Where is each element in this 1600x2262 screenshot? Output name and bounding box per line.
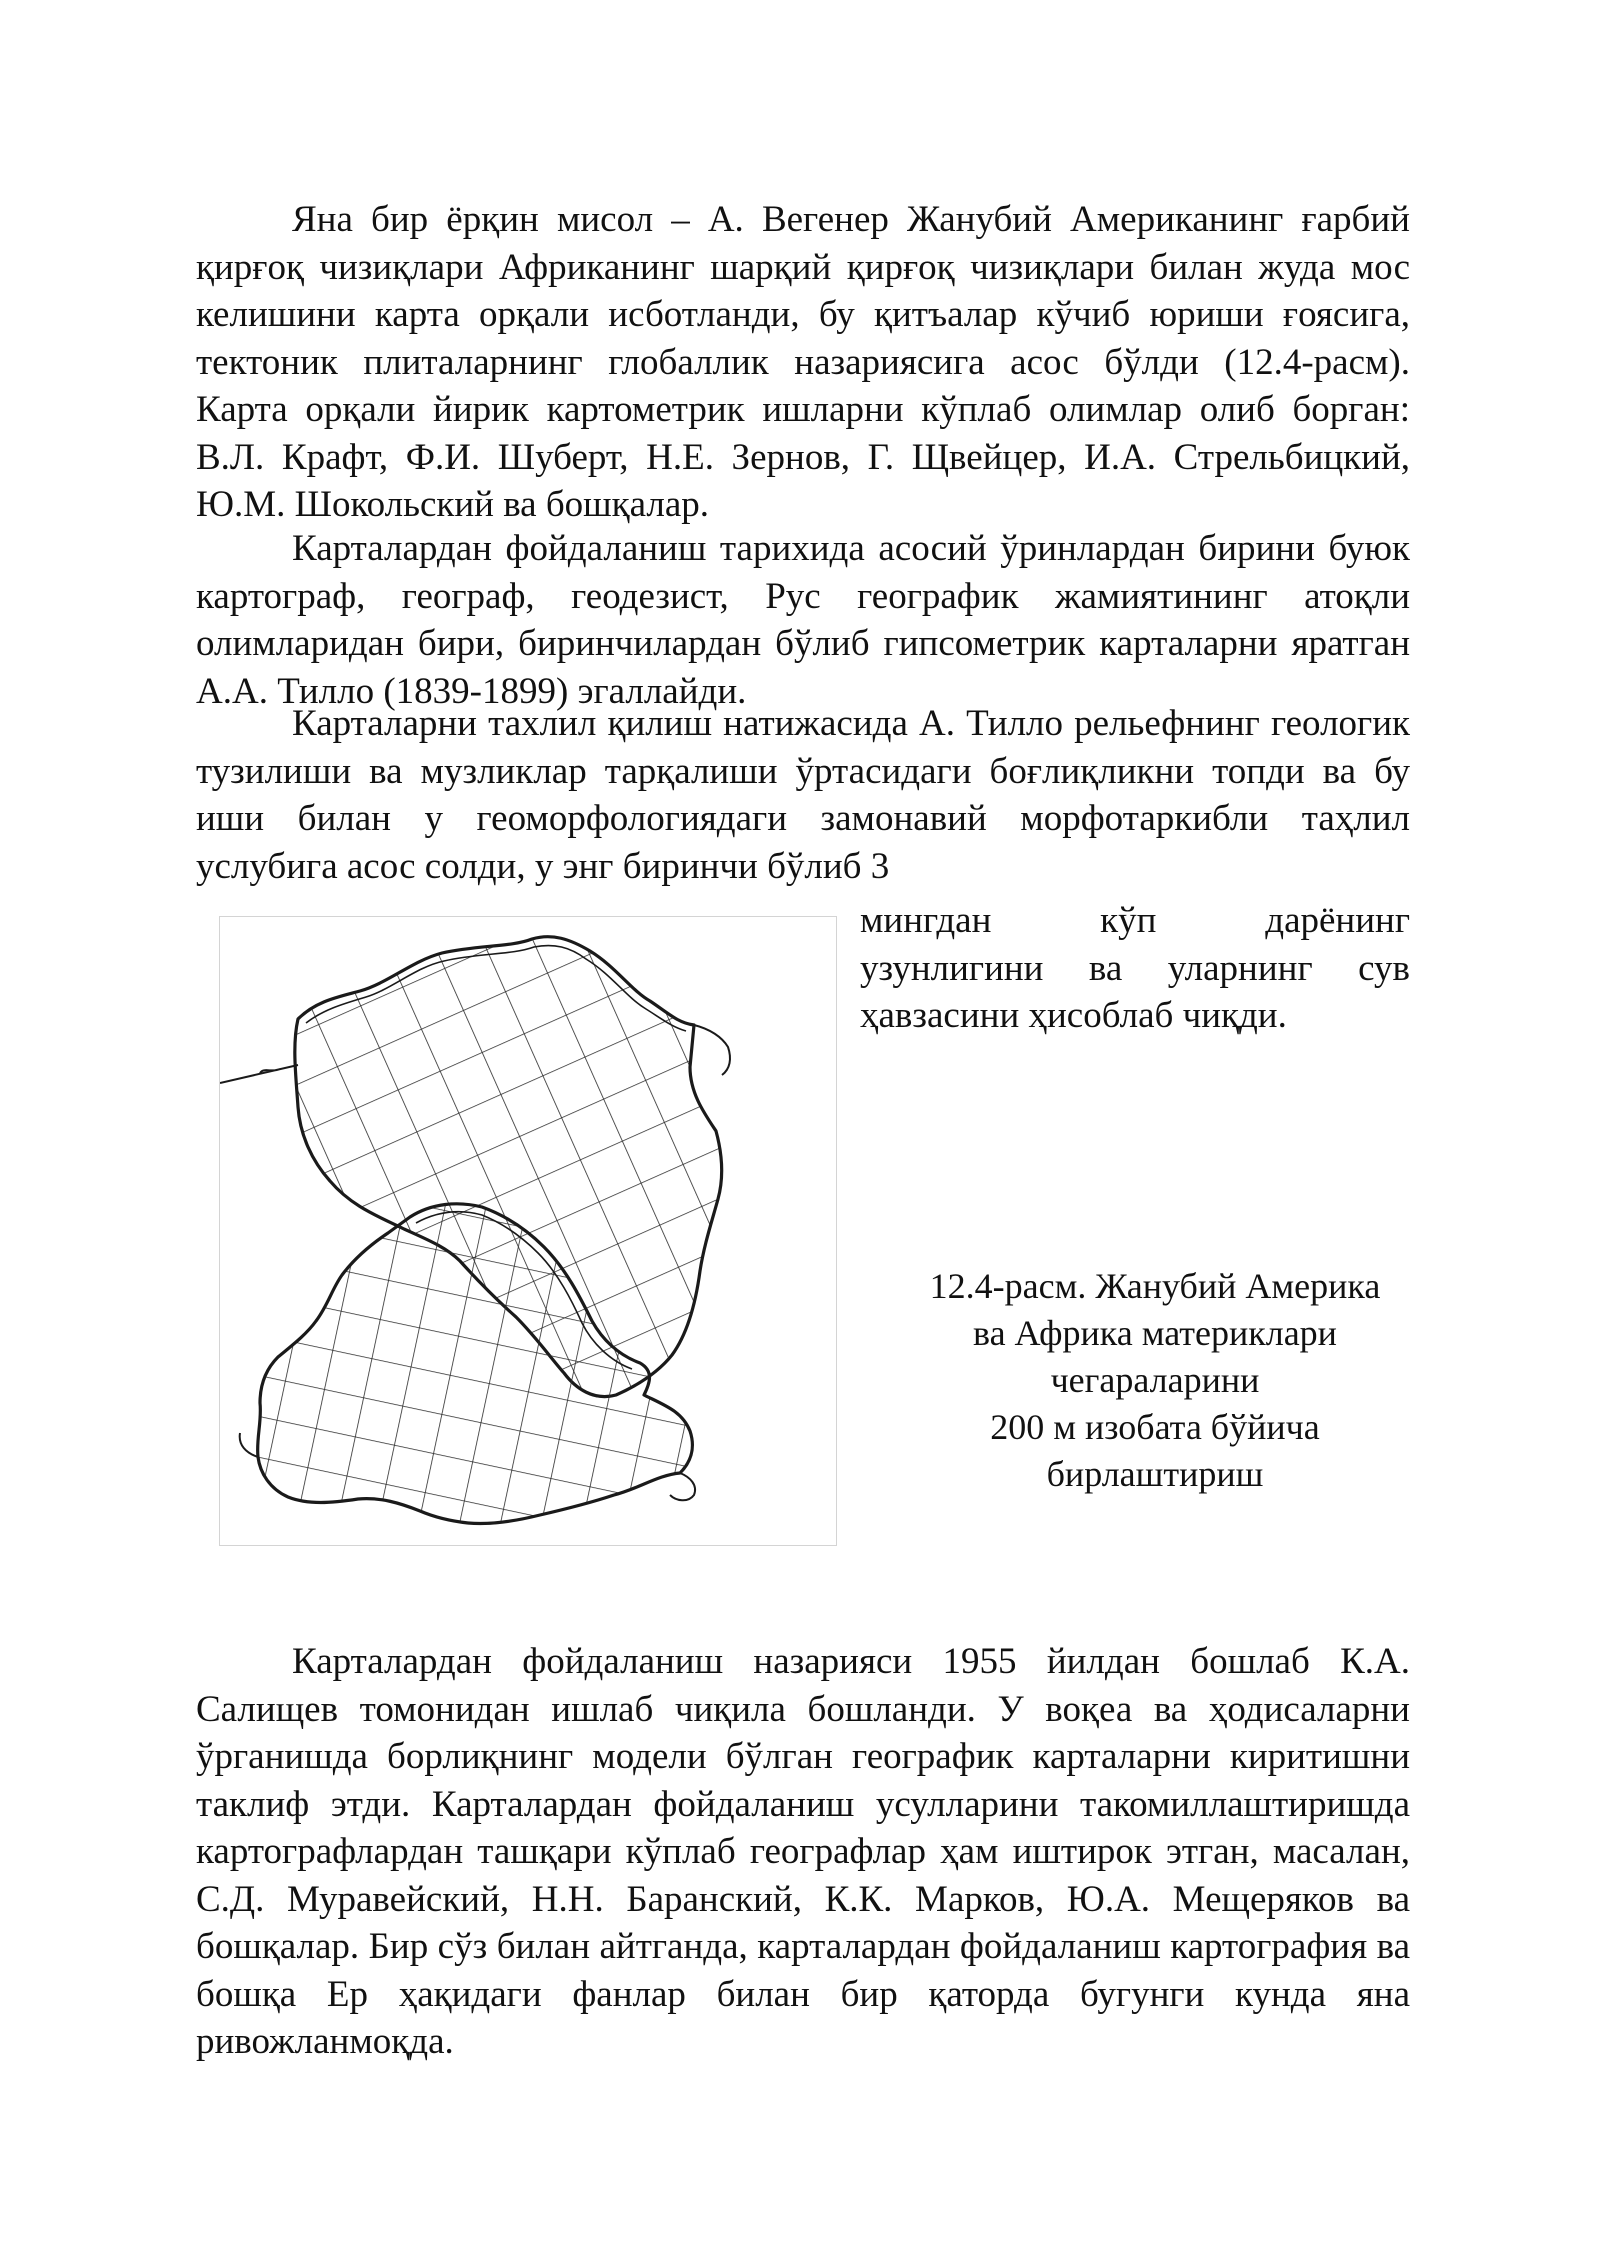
paragraph-continued-line: узунлигини ва уларнинг сув xyxy=(860,947,1410,989)
paragraph-tillo-analysis-continued xyxy=(860,897,1410,1040)
caption-line: бирлаштириш xyxy=(1046,1454,1264,1494)
paragraph-continued-line: мингдан кўп дарёнинг xyxy=(860,900,1410,941)
paragraph-salishchev: Карталардан фойдаланиш назарияси 1955 йилдан бошлаб К.А. Салищев томонидан ишлаб чиқила бошланди. У воқеа ва ҳодисаларни ўрганишда борлиқнинг модели бўлган географик карталарни киритишни таклиф этди. Карталардан фойдаланиш усулларини такомиллаштиришда картографлардан ташқари кўплаб географлар ҳам иштирок этган, масалан, С.Д. Муравейский, Н.Н. Баранский, К.К. Марков, Ю.А. Мещеряков ва бошқалар. Бир сўз билан айтганда, карталардан фойдаланиш картография ва бошқа Ер ҳақидаги фанлар билан бир қаторда бугунги кунда яна ривожланмоқда. xyxy=(196,1641,1410,2062)
paragraph-continued-line: ҳавзасини ҳисоблаб чиқди. xyxy=(860,995,1287,1036)
paragraph-wegener: Яна бир ёрқин мисол – А. Вегенер Жанубий Американинг ғарбий қирғоқ чизиқлари Африканинг шарқий қирғоқ чизиқлари билан жуда мос келишини карта орқали исботланди, бу қитъалар кўчиб юриши ғоясига, тектоник плиталарнинг глобаллик назариясига асос бўлди (12.4-расм). Карта орқали йирик картометрик ишларни кўплаб олимлар олиб борган: В.Л. Крафт, Ф.И. Шуберт, Н.Е. Зернов, Г. Щвейцер, И.А. Стрельбицкий, Ю.М. Шокольский ва бошқалар. xyxy=(196,199,1410,525)
continent-fit-figure xyxy=(219,916,837,1546)
caption-line: чегараларини xyxy=(1050,1360,1260,1400)
continent-fit-map xyxy=(220,917,836,1545)
paragraph-tillo-intro: Карталардан фойдаланиш тарихида асосий ўринлардан бирини буюк картограф, географ, геодезист, Рус географик жамиятининг атоқли олимларидан бири, биринчилардан бўлиб гипсометрик карталарни яратган А.А. Тилло (1839-1899) эгаллайди. xyxy=(196,528,1410,712)
caption-line: 12.4-расм. Жанубий Америка xyxy=(929,1266,1381,1306)
figure-caption xyxy=(880,1263,1430,1498)
caption-line: ва Африка материклари xyxy=(973,1313,1337,1353)
caption-line: 200 м изобата бўйича xyxy=(990,1407,1320,1447)
paragraph-tillo-analysis: Карталарни тахлил қилиш натижасида А. Тилло рельефнинг геологик тузилиши ва музликлар тарқалиши ўртасидаги боғлиқликни топди ва бу иши билан у геоморфологиядаги замонавий морфотаркибли таҳлил услубига асос солди, у энг биринчи бўлиб 3 xyxy=(196,703,1410,887)
